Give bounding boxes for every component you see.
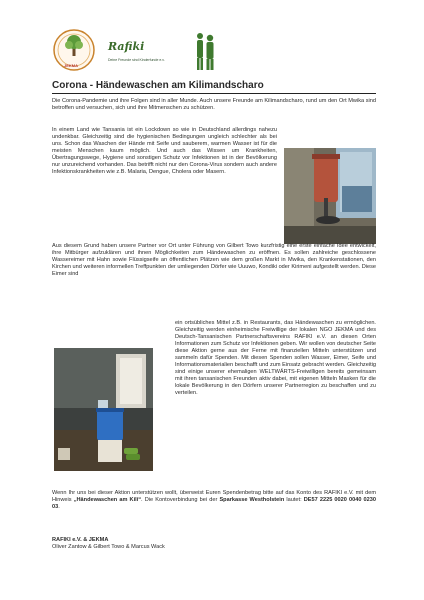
donation-text-3: lautet:: [284, 497, 304, 503]
donation-paragraph: [52, 490, 376, 511]
rafiki-logo-tagline: Deine Freunde sind Kinderfunde e.v.: [108, 58, 165, 62]
donation-reference: „Händewaschen am Kili“: [73, 497, 142, 503]
donation-text-4: .: [58, 504, 60, 510]
intro-paragraph: Die Corona-Pandemie und ihre Folgen sind in aller Munde. Auch unsere Freunde am Kilimandscharo, rund um den Ort Mwika sind betroffen und versuchen, sich und ihre Mitmenschen zu schützen.: [52, 98, 376, 111]
rafiki-logo-wordmark: Rafiki: [108, 40, 145, 53]
signature-org: RAFIKI e.V. & JEKMA: [52, 537, 109, 543]
situation-paragraph: In einem Land wie Tansania ist ein Lockdown so wie in Deutschland allerdings nahezu undenkbar. Gleichzeitig sind die hygienischen Bedingungen ungleich schlechter als bei uns. Schon das Waschen der Hände mit Seife und sauberem, warmen Wasser ist für die meisten Menschen kaum möglich. Und auch das Wissen um Krankheiten, Übertragungswege, Hygiene und sonstigen Schutz vor Infektionen ist in der Bevölkerung nur unzureichend vorhanden. Das betrifft nicht nur den Corona-Virus sondern auch andere Infektionskrankheiten wie z.B. Malaria, Dengue, Cholera oder Masern.: [52, 127, 277, 175]
donation-text-2: . Die Kontoverbindung bei der: [141, 497, 220, 503]
partner-plan-paragraph: Aus diesem Grund haben unsere Partner vor Ort unter Führung von Gilbert Towo kurzfristig eine erste einfache Idee entwickelt, ihre Mitbürger aufzuklären und ihnen Möglichkeiten zum Händewaschen zu eröffnen. Es sollen zahlreiche geschlossene Wassereimer mit Hahn sowie Flüssigseife an öffentlichen Plätzen wie dem großen Markt in Mwika, den Krankenstationen, den Kirchen und weiteren informellen Treffpunkten der umliegenden Dörfer wie Uuuwo, Kondiki oder Kirimeni aufgestellt werden. Diese Eimer sind: [52, 243, 376, 277]
iban: DE57 2225 0020 0040 0230 03: [52, 497, 376, 510]
water-bucket-photo: [284, 148, 376, 244]
bank-name: Sparkasse Westholstein: [219, 497, 285, 503]
page-title: Corona - Händewaschen am Kilimandscharo: [52, 80, 376, 94]
jekma-logo-text: JEKMA: [64, 63, 79, 68]
signature-names: Oliver Zantow & Gilbert Towo & Marcus Wack: [52, 544, 165, 550]
donation-text-1: Wenn Ihr uns bei dieser Aktion unterstützen wollt, überweist Euren Spendenbetrag bitte auf das Konto des RAFIKI e.V. mit dem Hinweis: [52, 490, 376, 503]
handwashing-station-photo: [54, 348, 153, 471]
support-paragraph: ein ortsübliches Mittel z.B. in Restaurants, das Händewaschen zu ermöglichen. Gleichzeitig werden einheimische Freiwillige der lokalen NGO JEKMA und des Deutsch-Tansanischen Partnerschaftsvereins RAFIKI e.V. an diesen Orten Informationen zum Schutz vor Infektionen geben. Wir wollen von deutscher Seite diese Aktion gerne aus der Ferne mit finanziellen Mitteln unterstützen und sammeln dafür Spenden. Mit diesen Spenden sollen Wasser, Eimer, Seife und Informationsmaterialien beschafft und zum Einsatz gebracht werden. Gleichzeitig sind einige unserer ehemaligen WELTWÄRTS-Freiwilligen bereits gemeinsam mit ihren tansanischen Freunden aktiv dabei, mit eigenen Mitteln Masken für die lokale Bevölkerung in den Dörfern unserer Partnerregion zu beschaffen und zu verteilen.: [175, 320, 376, 396]
signature-block: [52, 537, 376, 551]
logo-header: [52, 28, 292, 78]
